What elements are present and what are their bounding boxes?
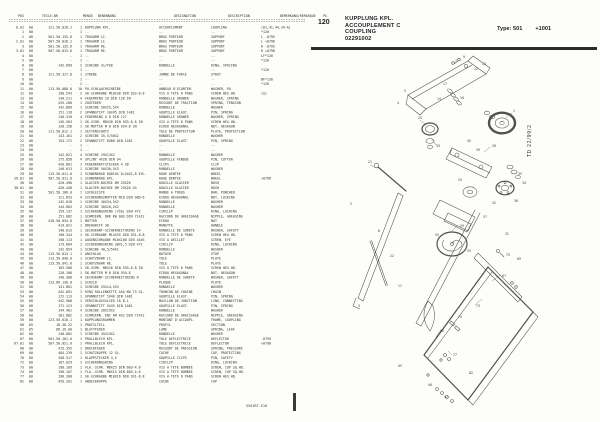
page-edge-mark xyxy=(293,393,296,411)
table-row: 3.01 00 507.50.015.6 1 TRAGARM RE. BRAS PORTEUR SUPPORT R +0796 xyxy=(16,49,275,54)
callout-number: 22 xyxy=(390,254,394,258)
type-label: Type: 501 xyxy=(497,26,523,32)
header-divider xyxy=(9,20,305,22)
table-row: 50 00 113.86.136.0 1 SCHILD PLAQUE PLATE xyxy=(20,280,221,285)
bolt-circle-disc xyxy=(496,181,514,195)
callout-number: 4 xyxy=(397,101,399,105)
table-row: 56 00 172.123 1 SPANNSTIFT 5X45 DIN 1481 GOUPILLE ELAST. PIN, SPRING xyxy=(20,303,233,308)
callout-number: 33 xyxy=(436,144,440,148)
callout-number: 28 xyxy=(492,144,496,148)
table-row: 23 00 - 1 -- -- -- xyxy=(20,143,215,148)
part-code: 02291002 xyxy=(345,35,372,42)
callout-number: 13 xyxy=(482,62,486,66)
table-row: 69 00 484.239 1 SCHUTZKAPPE 12 GL. CACHE CAP, PROTECTING xyxy=(20,351,241,356)
callout-number: 17 xyxy=(443,82,447,86)
left-long-arm xyxy=(353,193,403,309)
table-row: 7 00 - 1 -- -- -- *120 xyxy=(22,67,269,72)
table-row: 18 00 145.563 1 SK-SCHR. M8X20 DIN 933-8.8 IN VIS A TETE 6 PANS SCREW HEX.HD. xyxy=(20,119,237,124)
upper-strut xyxy=(374,163,406,191)
callout-number: 14 xyxy=(437,97,441,101)
table-row: 35 00 159.137 1 SICHERUNGSRING (VSG) DIN 472 CIRCLIP RING, LOCKING xyxy=(20,209,237,214)
table-row: 13 00 140.211 4 FEDERRING 10 DIN 128 IN RONDELLE GROWER WASHER, SPRING xyxy=(20,96,239,101)
table-row: 29.01 00 507.50.011.0 1 SCHWENKRAD KPL. ROUE DENTEE WHEEL +0796 xyxy=(14,176,271,181)
table-row: 38 00 414.021 1 DREHGRIFF 36 MANETTE HANDLE xyxy=(20,223,223,228)
callout-number: 34 xyxy=(522,181,526,185)
table-row: 68 00 415.355 1 DRUCKFEDER RESSORT DE PRESSION SPRING, PRESSURE xyxy=(20,346,243,351)
callout-number: 59 xyxy=(460,224,464,228)
callout-number: 69 xyxy=(517,257,521,261)
table-row: 42 00 173.804 1 SICHERUNGSRING 30X1,5 DIN 471 CIRCLIP RING, LOCKING xyxy=(20,242,237,247)
callout-number: 45 xyxy=(398,364,402,368)
table-row: 22 00 153.172 2 SPANNSTIFT 8X60 DIN 1481 GOUPILLE ELAST. PIN, SPRING xyxy=(20,138,233,143)
table-row: 21 00 143.161 2 SCHEIBE 35,5/50X2 RONDELLE WASHER xyxy=(20,134,223,139)
title-block xyxy=(345,16,401,42)
table-row: 62 00 140.682 1 SCHEIBE 45X15X2 RONDELLE WASHER xyxy=(20,332,223,337)
table-row: 47 00 103.568 1 SK-SCHR. M6X16 DIN 933-6.8 IN VIS A TETE 6 PANS SCREW HEX.HD. xyxy=(20,266,237,271)
callout-number: 16 xyxy=(460,96,464,100)
callout-number: 8 xyxy=(378,229,380,233)
table-row: 40 00 190.344 1 SK-SCHRAUBE M14X55 DIN 931-8.8 VIS A TETE 6 PANS SCREW HEX.HD. xyxy=(20,233,237,238)
table-row: 67.01 00 507.50.021.0 1 PRALLBLECH KPL. TOLE DEFLECTRICE DEFLECTOR +0796 xyxy=(14,341,271,346)
table-row: 74 00 190.107 1 FLA.-SCHR. M8X15 DIN 603-4.6 VIS A TETE BOMBEE SCREW, CUP SQ.HD. xyxy=(20,369,245,374)
plate-pair xyxy=(433,200,475,232)
header-rule xyxy=(311,47,597,50)
table-row: 34 00 144.803 2 SCHEIBE 30X20,2X2 RONDELLE WASHER xyxy=(20,204,223,209)
table-row: 12 00 190.543 2 SK-SCHRAUBE M10X30 DIN 933-8.8 VIS A TETE 6 PANS SCREW HEX.HD. (A) xyxy=(20,91,267,96)
table-row: 25 00 142.621 4 SCHEIBE 29X13X2 RONDELLE WASHER xyxy=(20,152,223,157)
col-pg: PG xyxy=(322,14,327,18)
leader-lines xyxy=(370,113,512,355)
col-benennung: BENENNUNG xyxy=(97,14,116,18)
col-teile-nr: TEILE-NR xyxy=(41,14,58,18)
table-row: 24 00 - 1 -- -- -- xyxy=(20,148,215,153)
table-row: 33 00 142.818 1 SCHEIBE 40X34,5X2 RONDELLE WASHER xyxy=(20,200,223,205)
table-header xyxy=(9,14,327,18)
table-row: 55 00 442.908 1 VERSCHLUSSGLIED 16 B-1 MAILLON DE JONCTION LINK, CONNECTING xyxy=(20,299,243,304)
callout-number: 77 xyxy=(453,353,457,357)
col-bemerkung: BEMERKUNG/REMARQUE xyxy=(279,14,316,18)
table-row: 54 00 172.113 1 SPANNSTIFT 5X40 DIN 1481 GOUPILLE ELAST. PIN, SPRING xyxy=(20,294,233,299)
parts-table xyxy=(9,14,327,406)
callout-number: 2 xyxy=(350,202,352,206)
table-row: 77 00 190.308 1 SK-SCHRAUBE M10X16 DIN 931-8.8 VIS A TETE 6 PANS SCREW HEX.HD. xyxy=(20,374,237,379)
table-row: 58 00 181.882 1 SCHMIERN. ENC AM 6S2 DIN 71412 RACCORD DE GRAISSAGE NIPPLE, GREASING xyxy=(20,313,243,318)
table-row: 82 00 459.201 1 ABDECKKAPPE CACHE CAP xyxy=(20,379,217,384)
table-row: 39 00 140.013 1 SECHSKANT-SICHERHEITSRING 14 RONDELLE DE SURETE WASHER, SAFETY xyxy=(20,228,239,233)
table-row: 0.01 00 121.50.018.1 1 KUPPLUNG KPL. ACCOUPLEMENT COUPLING (01,41,44,34-A) xyxy=(16,25,291,30)
roller-wheel xyxy=(484,111,515,133)
exploded-diagram xyxy=(340,55,600,415)
table-row: 27 00 420.801 1 FEDERKRAFTSTECKER 4 CB CLIPS CLIP xyxy=(20,162,219,167)
parts-table-body xyxy=(9,26,308,385)
table-row: 73 00 190.109 1 FLA.-SCHR. M8X25 DIN 603-4.6 VIS A TETE BOMBEE SCREW, CUP SQ.HD. xyxy=(20,365,245,370)
table-row: 30.01 00 420.448 1 GLACIER-BUCHSE DM 25X20 GG DOUILLE GLACIER BUSH xyxy=(14,185,219,190)
table-row: 9 00 - 1 -- -- -- BF*120 xyxy=(22,77,273,82)
table-row: 3 00 501.50.135.6 1 TRAGARM RE. BRAS PORTEUR SUPPORT R -0795 xyxy=(22,44,275,49)
table-row: 14 00 435.208 1 ZUGFEDER RESSORT DE TRACTION SPRING, TENSION xyxy=(20,101,241,105)
table-row: 5 00 - 1 -- -- -- *120 xyxy=(22,58,269,63)
title-en: COUPLING xyxy=(345,29,377,36)
table-row: 30 00 420.498 1 GLACIER-BUCHSE DM 25X20 DOUILLE GLACIER BUSH xyxy=(20,181,219,186)
callout-number: 9 xyxy=(463,55,465,59)
table-row: 8 00 121.50.317.0 1 STREBE JAMBE DE FORCE STRUT xyxy=(22,72,221,77)
table-row: 44 00 113.50.013.1 1 ANSCHLAG BUTOIR STOP xyxy=(20,252,219,256)
callout-number: 3 xyxy=(358,304,360,308)
thin-rod xyxy=(370,241,388,287)
right-arm xyxy=(416,210,480,326)
col-description: DESCRIPTION xyxy=(227,14,250,18)
col-pos: POS xyxy=(18,14,24,18)
drawing-number: TD 22/99/2 xyxy=(528,124,533,157)
callout-number: 1 xyxy=(513,109,515,113)
table-row: 31 00 501.50.106.0 1 LOCHLEISTE BANDE A TROUS BAR, PUNCHED xyxy=(20,190,235,195)
table-row: 16 00 151.118 2 SPANNSTIFT 10X45 DIN 1481 GOUPILLE ELAST. PIN, SPRING xyxy=(20,110,233,115)
table-row: 51 00 141.801 1 SCHEIBE 25X14,5X3 RONDELLE WASHER xyxy=(20,285,223,290)
upper-beam xyxy=(406,56,490,115)
table-row: 6 00 142.699 2 SCHEIBE 31/FED RONDELLE RING, SPACING xyxy=(22,63,237,68)
title-fr: ACCOUPLEMENT C xyxy=(345,22,401,29)
table-row: 60 65 16.38.22 1 PROFILTEIL PROFIL SECTION xyxy=(20,322,225,327)
table-row: 36 00 151.082 1 SCHMIERN. DRK KW 003 DIN 71412 RACCORD DE GRAISSAGE NIPPLE, GREASING xyxy=(20,214,243,219)
table-row: 61 65 66.19.00 1 BLATTFEDER LAME SPRING, LEAF xyxy=(20,327,235,332)
callout-number: 25 xyxy=(418,116,422,120)
callout-number: 31 xyxy=(505,232,509,236)
small-hub xyxy=(463,187,477,197)
type-line xyxy=(497,26,551,32)
table-row: 48 00 128.108 1 SK-MUTTER M 6 DIN 934-8 ECROU HEXAGONAL NUT, HEXAGON xyxy=(20,270,235,275)
callout-number: 39 xyxy=(476,148,480,152)
callout-number: 70 xyxy=(506,253,510,257)
table-row: 2 00 501.50.135.8 1 TRAGARM LI. BRAS PORTEUR SUPPORT L -0795 xyxy=(22,34,275,39)
table-row: 17 00 140.310 4 FEDERRING A 8 DIN 127 RONDELLE GROWER WASHER, SPRING xyxy=(20,115,239,120)
type-range: +1001 xyxy=(535,26,552,32)
table-row: 57 00 144.401 4 SCHEIBE 28X15X2 RONDELLE WASHER xyxy=(20,308,223,313)
table-row: 59 00 123.50.010.1 1 KUPPLUNGSRAHMEN MONTANT D'ACCOUPL. FRAME, COUPLING xyxy=(20,318,241,323)
table-row: 1 00 - 1 -- -- -- *120 xyxy=(22,30,269,35)
page-number: 120 xyxy=(318,19,330,26)
table-row: 49 00 140.308 4 SECHSKANT-SICHERHEITSRING 6 RONDELLE DE SURETE WASHER, SAFETY xyxy=(20,275,239,280)
table-row: 11 00 113.50.080.0 10 PU-SCHLAUCHSCHEIBE ANNEAU D'ECARTEM. WASHER, PU xyxy=(20,86,231,91)
table-row: 26 00 175.858 4 SPLINT 4X28 DIN 94 GOUPILLE FENDUE PIN, COTTER xyxy=(20,157,233,162)
callout-number: 40 xyxy=(467,139,471,143)
callout-number: 11 xyxy=(398,284,402,288)
callout-number: 74 xyxy=(458,315,462,319)
table-row: 28 00 146.013 1 SCHEIBE 50X30,5X3 RONDELLE WASHER xyxy=(20,167,223,172)
col-menge: MENGE xyxy=(83,14,93,18)
table-row: 29 00 113.50.011.0 1 SCHWENKRAD RADIUS D=24X2,8 EVL. ROUE DENTEE WHEEL xyxy=(20,171,221,176)
callout-number: 12 xyxy=(474,67,478,71)
callout-number: 67 xyxy=(502,274,506,278)
callout-number: 35 xyxy=(518,172,522,176)
table-row: 70 00 458.517 1 KLAPPSTECKER 4,5 GOUPILLE CLIPS PIN, SAFETY xyxy=(20,355,233,360)
callout-number: 73 xyxy=(476,304,480,308)
table-row: 45 00 113.50.040.0 1 SCHUTZROHR LI. TOLE PLATE xyxy=(20,256,221,261)
table-row: 20 00 111.50.012.1 1 SEITENSCHUTZ TOLE DE PROTECTION PLATE, PROTECTION xyxy=(20,129,245,134)
col-designation: DESIGNATION xyxy=(173,14,196,18)
curved-blade xyxy=(424,301,435,331)
callout-number: 57 xyxy=(483,215,487,219)
table-row: 37 00 418.58.034.0 1 MUTTER ECROU NUT xyxy=(20,218,217,223)
callout-numbers xyxy=(350,55,526,399)
callout-number: 29 xyxy=(458,178,462,182)
table-row: 2.01 00 507.50.018.1 1 TRAGARM LI. BRAS PORTEUR SUPPORT L +0796 xyxy=(16,39,275,44)
callout-number: 46 xyxy=(428,383,432,387)
table-row: 19 00 128.158 1 SK-MUTTER M 8 DIN 934-8 IN ECROU HEXAGONAL NUT, HEXAGON xyxy=(20,124,235,129)
callout-number: 7 xyxy=(455,59,457,63)
mid-bracket xyxy=(446,148,492,178)
table-row: 4 00 - 1 -- -- -- LF*120 xyxy=(22,53,273,58)
table-row: 10 00 - 2 -- -- -- *120 xyxy=(20,82,269,87)
table-row: 53 00 442.891 1 RING ROLLENKETTE A5A KW 73 GL. TRONCON DE CHAINE CHAIN xyxy=(20,289,221,294)
table-row: 41 00 190.113 1 AUGENSCHRAUBE M10X100 DIN 444S VIS A OEILLET SCREW, EYE xyxy=(20,237,231,242)
footer-code: S501RF.E18 xyxy=(246,404,268,408)
callout-number: 62 xyxy=(440,329,444,333)
callout-number: 82 xyxy=(469,371,473,375)
callout-number: 36 xyxy=(514,199,518,203)
table-row: 67 00 501.50.101.0 1 PRALLBLECH KPL. TOLE DEFLECTRICE DEFLECTOR -0795 xyxy=(20,336,271,341)
title-de: KUPPLUNG KPL. xyxy=(345,16,394,22)
table-row: 43 00 142.854 1 SCHEIBE 40,5/54X1 RONDELLE WASHER xyxy=(20,247,223,252)
table-row: 46 00 113.50.041.0 1 SCHUTZROHR RE. TOLE PLATE xyxy=(20,261,221,266)
table-row: 32 00 121.853 4 SICHERUNGSMUTTER M10 DIN 980-6 ECROU HEXAGONAL NUT, LOCKING xyxy=(20,195,235,200)
callout-number: 50 xyxy=(435,233,439,237)
table-row: 15 00 142.809 1 SCHEIBE 50X25,5X4 RONDELLE WASHER xyxy=(20,105,223,110)
callout-number: 32 xyxy=(492,201,496,205)
spiral-wheel xyxy=(437,232,467,256)
callout-number: 53 xyxy=(467,249,471,253)
callout-number: 47 xyxy=(444,395,448,399)
callout-number: 5 xyxy=(404,89,406,93)
table-row: 72 00 187.029 1 SICHERUNGSRING CIRCLIP RING, LOCKING xyxy=(20,360,237,365)
callout-number: 21 xyxy=(368,160,372,164)
